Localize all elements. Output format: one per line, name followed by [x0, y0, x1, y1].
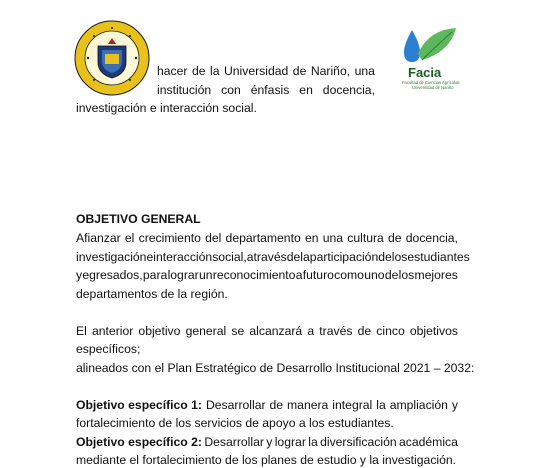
- word: la: [210, 64, 220, 78]
- intro-line-1: [157, 64, 375, 79]
- intro-line-3: investigación e interacción social.: [76, 101, 257, 115]
- word: y: [266, 435, 273, 449]
- word: la: [300, 250, 310, 264]
- word: crecimiento: [138, 231, 201, 245]
- word: anterior: [91, 324, 134, 338]
- objetivo-especifico-2-continuation: mediante el fortalecimiento de los planes de estudio y la investigación.: [76, 453, 457, 467]
- transition-line-3: alineados con el Plan Estratégico de Desarrollo Institucional 2021 – 2032:: [76, 361, 475, 375]
- word: de: [378, 250, 392, 264]
- word: El: [76, 324, 87, 338]
- word: un: [198, 268, 213, 282]
- objetivo-label: Objetivo específico 2:: [76, 435, 202, 449]
- objetivo-general-line-1: [76, 231, 458, 246]
- word: la: [308, 435, 318, 449]
- word: docencia,: [405, 231, 458, 245]
- word: Desarrollar: [204, 435, 264, 449]
- word: en: [299, 83, 313, 97]
- transition-line-1: [76, 324, 458, 339]
- word: Afianzar: [76, 231, 121, 245]
- word: académica: [398, 435, 458, 449]
- word: reconocimiento: [212, 268, 296, 282]
- word: objetivos: [409, 324, 458, 338]
- university-seal-logo: [74, 20, 150, 96]
- word: para: [142, 268, 168, 282]
- word: través: [253, 250, 287, 264]
- word: una: [354, 64, 375, 78]
- word: como: [334, 268, 364, 282]
- word: los: [398, 268, 415, 282]
- word: Nariño,: [310, 64, 351, 78]
- word: en: [304, 231, 319, 245]
- word: de: [292, 64, 307, 78]
- objetivo-general-line-3: [76, 268, 458, 283]
- objetivo-especifico-1: [76, 398, 458, 413]
- word: énfasis: [250, 83, 290, 97]
- word: e: [146, 250, 154, 264]
- word: y: [76, 268, 83, 282]
- word: uno: [364, 268, 385, 282]
- word: de: [388, 231, 402, 245]
- objetivo-label: Objetivo específico 1:: [76, 398, 202, 412]
- transition-line-2: específicos;: [76, 342, 141, 356]
- word: y: [451, 398, 458, 412]
- word: a: [307, 324, 315, 338]
- facia-logo-name: Facia: [408, 65, 442, 80]
- word: manera: [287, 398, 329, 412]
- word: diversificación: [320, 435, 397, 449]
- objetivo-general-heading: OBJETIVO GENERAL: [76, 212, 201, 226]
- word: del: [205, 231, 222, 245]
- objetivo-especifico-2: [76, 435, 458, 450]
- word: de: [357, 324, 372, 338]
- word: hacer: [157, 64, 188, 78]
- word: a: [295, 268, 303, 282]
- facia-logo-subtitle-2: Universidad de Nariño: [412, 85, 454, 90]
- word: Universidad: [223, 64, 289, 78]
- word: de: [286, 250, 301, 264]
- word: través: [319, 324, 353, 338]
- word: mejores: [414, 268, 458, 282]
- word: egresados,: [82, 268, 143, 282]
- word: de: [384, 268, 399, 282]
- word: objetivo: [138, 324, 181, 338]
- word: la: [376, 398, 386, 412]
- word: los: [391, 250, 408, 264]
- word: una: [322, 231, 344, 245]
- word: con: [221, 83, 241, 97]
- word: departamento: [225, 231, 301, 245]
- word: docencia,: [322, 83, 375, 97]
- objetivo-general-line-4: departamentos de la región.: [76, 287, 228, 301]
- word: social,: [212, 250, 247, 264]
- objetivo-especifico-1-continuation: fortalecimiento de los servicios de apoyo a los estudiantes.: [76, 416, 394, 430]
- word: alcanzará: [249, 324, 303, 338]
- word: lograr: [274, 435, 306, 449]
- word: investigación: [76, 250, 147, 264]
- word: general: [185, 324, 227, 338]
- word: futuro: [302, 268, 334, 282]
- word: se: [231, 324, 245, 338]
- word: Desarrollar: [205, 398, 266, 412]
- word: a: [246, 250, 254, 264]
- word: institución: [157, 83, 212, 97]
- word: integral: [332, 398, 373, 412]
- word: el: [124, 231, 135, 245]
- word: de: [269, 398, 284, 412]
- word: estudiantes: [407, 250, 470, 264]
- facia-logo: [392, 22, 464, 94]
- word: de: [191, 64, 206, 78]
- objetivo-general-line-2: [76, 250, 470, 265]
- word: interacción: [153, 250, 213, 264]
- word: lograr: [167, 268, 199, 282]
- word: cinco: [376, 324, 405, 338]
- word: cultura: [347, 231, 384, 245]
- word: ampliación: [389, 398, 448, 412]
- intro-line-2: [157, 83, 375, 98]
- word: participación: [309, 250, 379, 264]
- facia-logo-subtitle: Facultad de Ciencias Agrícolas: [402, 80, 460, 85]
